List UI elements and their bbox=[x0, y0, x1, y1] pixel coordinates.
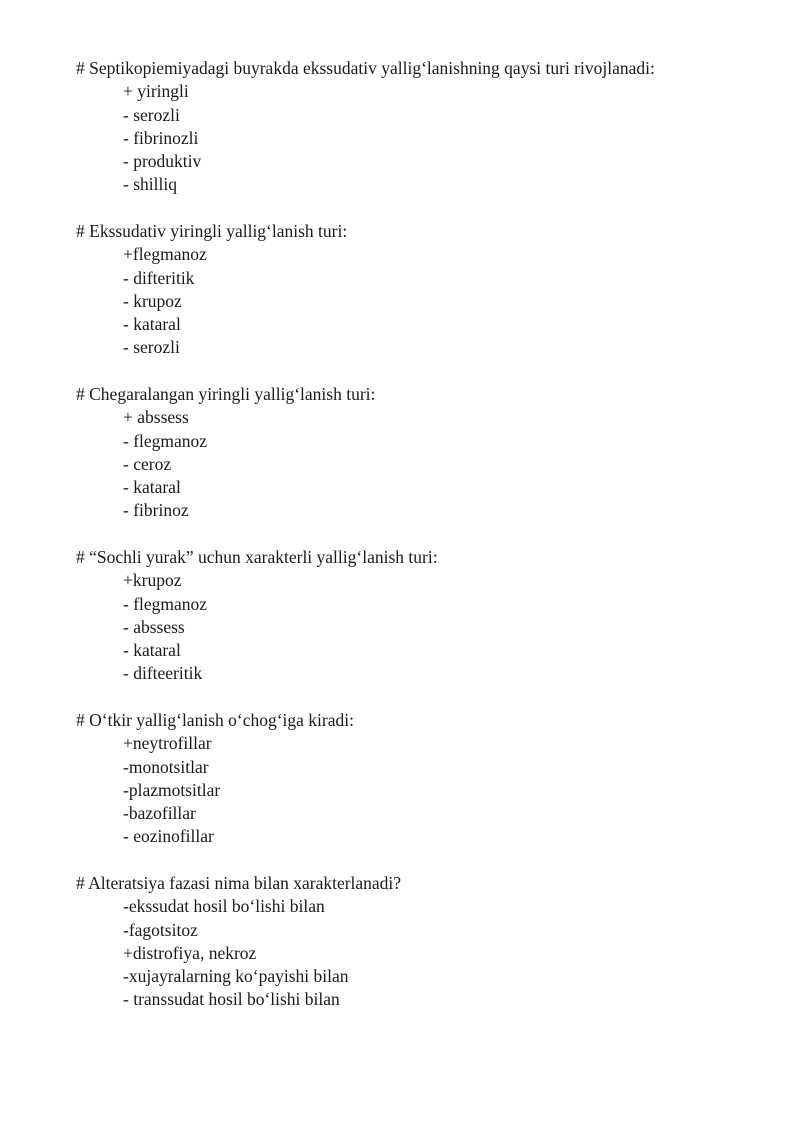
answer-option: + yiringli bbox=[123, 81, 189, 102]
answer-option: -monotsitlar bbox=[123, 756, 209, 777]
answer-option: - serozli bbox=[123, 104, 180, 125]
answer-option: - difteeritik bbox=[123, 663, 203, 684]
question-block-1 bbox=[76, 57, 776, 197]
question-block-2 bbox=[76, 220, 776, 360]
answer-option: +flegmanoz bbox=[123, 244, 207, 265]
answer-option: - abssess bbox=[123, 616, 185, 637]
answer-option: -bazofillar bbox=[123, 803, 196, 824]
answer-option: - krupoz bbox=[123, 290, 182, 311]
answer-option: - serozli bbox=[123, 337, 180, 358]
answer-option: +distrofiya, nekroz bbox=[123, 942, 257, 963]
answer-option: -plazmotsitlar bbox=[123, 779, 221, 800]
answer-option: -ekssudat hosil bo‘lishi bilan bbox=[123, 896, 325, 917]
answer-option: + abssess bbox=[123, 407, 189, 428]
answer-option: - transsudat hosil bo‘lishi bilan bbox=[123, 989, 340, 1010]
question-text: # Septikopiemiyadagi buyrakda ekssudativ yallig‘lanishning qaysi turi rivojlanadi: bbox=[76, 58, 655, 78]
question-text: # Chegaralangan yiringli yallig‘lanish turi: bbox=[76, 384, 376, 404]
answer-option: - flegmanoz bbox=[123, 593, 208, 614]
answer-option: - eozinofillar bbox=[123, 826, 214, 847]
answer-option: - fibrinozli bbox=[123, 127, 199, 148]
question-text: # Ekssudativ yiringli yallig‘lanish turi: bbox=[76, 221, 348, 241]
answer-option: - difteritik bbox=[123, 267, 195, 288]
question-block-3 bbox=[76, 383, 776, 523]
answer-option: - flegmanoz bbox=[123, 430, 208, 451]
answer-option: - kataral bbox=[123, 314, 181, 335]
question-text: # O‘tkir yallig‘lanish o‘chog‘iga kiradi: bbox=[76, 710, 354, 730]
answer-option: - kataral bbox=[123, 640, 181, 661]
answer-option: - ceroz bbox=[123, 453, 172, 474]
answer-option: - shilliq bbox=[123, 174, 177, 195]
question-text: # “Sochli yurak” uchun xarakterli yallig‘lanish turi: bbox=[76, 547, 438, 567]
answer-option: -xujayralarning ko‘payishi bilan bbox=[123, 966, 349, 987]
answer-option: -fagotsitoz bbox=[123, 919, 198, 940]
answer-option: - kataral bbox=[123, 477, 181, 498]
answer-option: +neytrofillar bbox=[123, 733, 212, 754]
question-text: # Alteratsiya fazasi nima bilan xarakterlanadi? bbox=[76, 873, 402, 893]
question-block-6 bbox=[76, 872, 776, 1012]
question-block-4 bbox=[76, 546, 776, 686]
answer-option: - produktiv bbox=[123, 151, 202, 172]
answer-option: - fibrinoz bbox=[123, 500, 189, 521]
answer-option: +krupoz bbox=[123, 570, 182, 591]
question-block-5 bbox=[76, 709, 776, 849]
